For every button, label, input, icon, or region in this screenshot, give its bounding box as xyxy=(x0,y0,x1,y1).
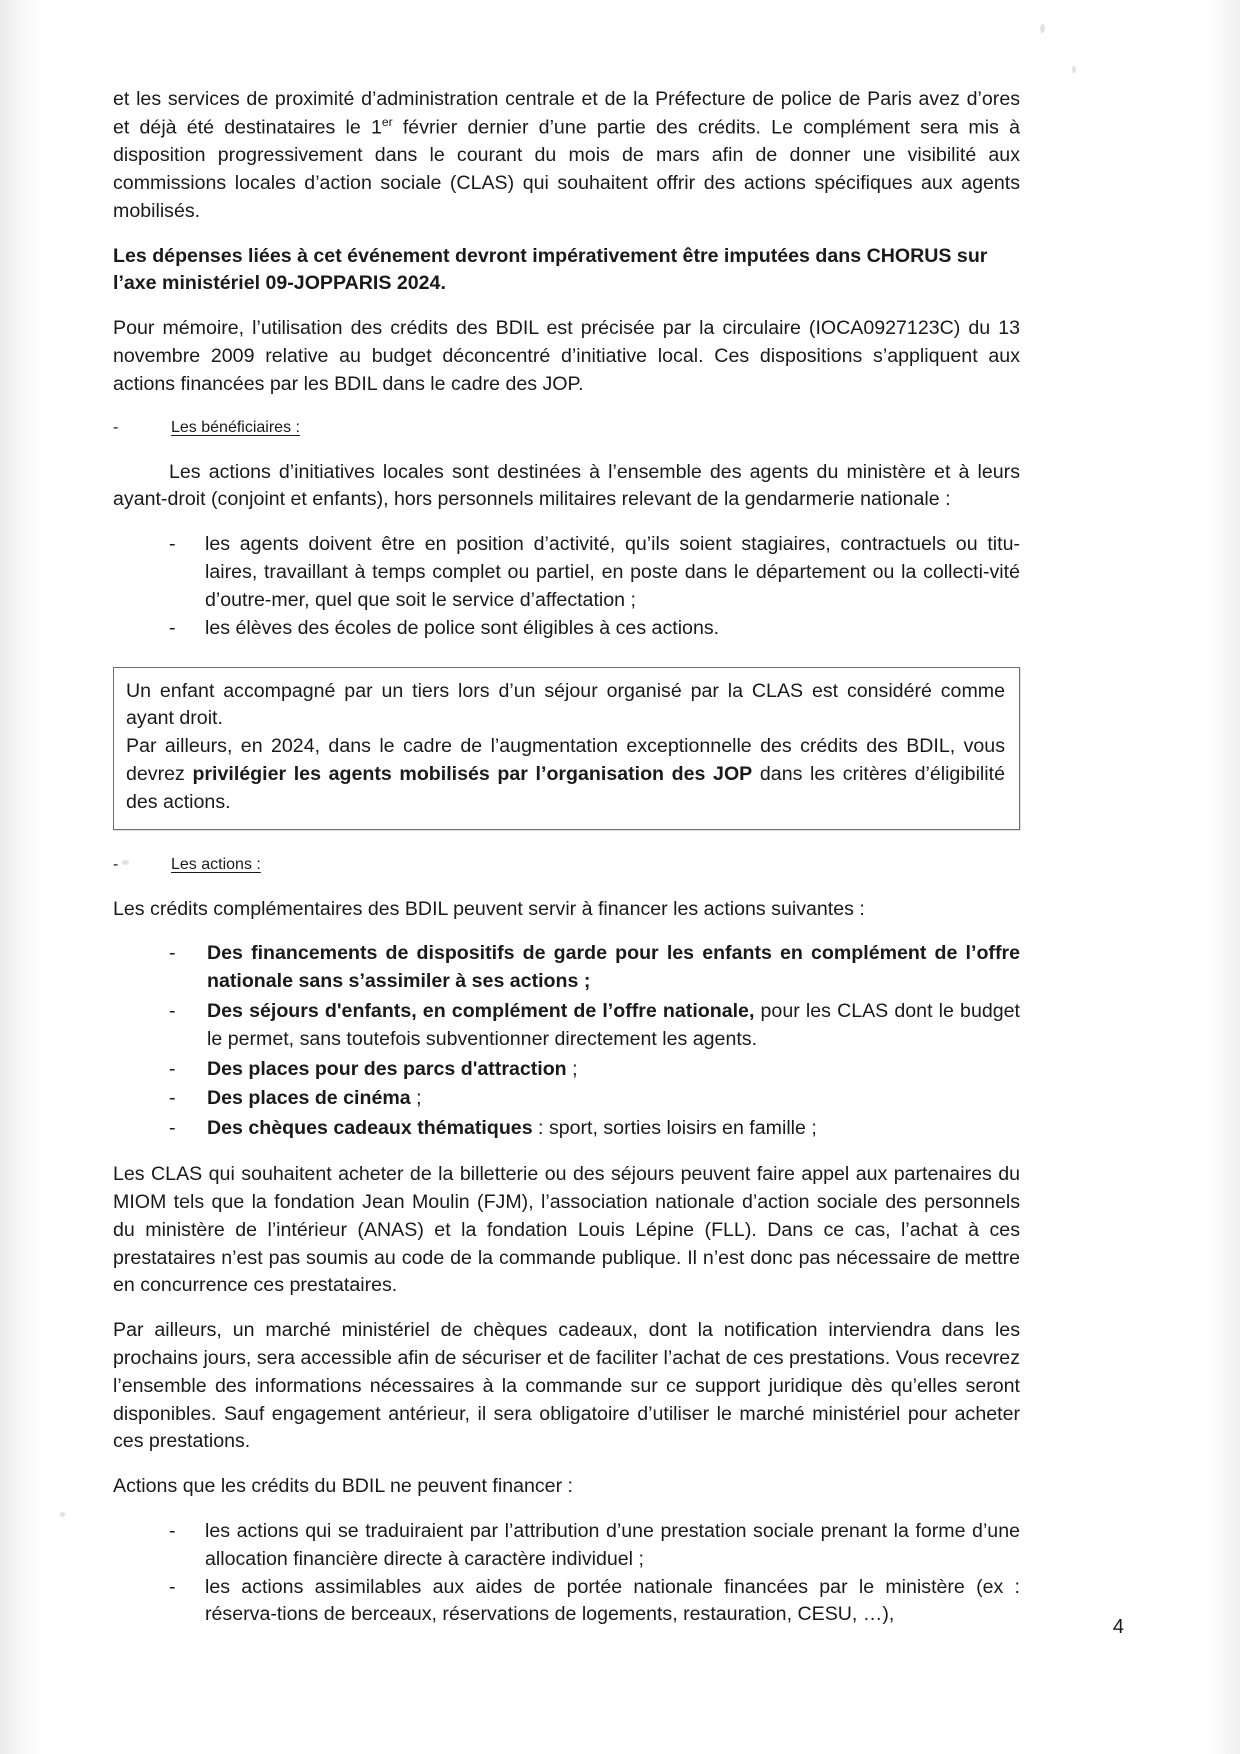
paragraph-marche-ministeriel: Par ailleurs, un marché ministériel de chèques cadeaux, dont la notification interviendra dans les prochains jours, sera accessible afin de sécuriser et de faciliter l’achat de ces prestations. Vous recevrez l’ensemble des informations nécessaires à la commande sur ce support juridique dès qu’elles seront disponibles. Sauf engagement antérieur, il sera obligatoire d’utiliser le marché ministériel pour acheter ces prestations. xyxy=(113,1319,1020,1453)
callout-line-2-pre: Par ailleurs, en 2024, dans le cadre de l’augmentation exceptionnelle des crédits des BDIL, vous devrez xyxy=(126,735,1005,785)
callout-line-1: Un enfant accompagné par un tiers lors d’un séjour organisé par la CLAS est considéré comme ayant droit. xyxy=(126,679,1005,730)
list-item-text xyxy=(207,1085,1020,1113)
intro-line-2-post: février dernier d’une partie des crédits. Le complément sera mis xyxy=(392,116,999,139)
list-item xyxy=(169,1115,1020,1143)
page-number: 4 xyxy=(1112,1616,1124,1638)
scan-edge-left xyxy=(0,0,46,1754)
section-heading-label: Les bénéficiaires : xyxy=(171,418,300,436)
scan-edge-right xyxy=(1210,0,1240,1754)
list-item-bold: Des chèques cadeaux thématiques xyxy=(207,1117,533,1140)
list-item-bold: Des séjours d'enfants, en complément de l’offre nationale, xyxy=(207,1000,755,1023)
list-item-text: les agents doivent être en position d’activité, qu’ils soient stagiaires, contractuels ou titu-laires, travaillant à temps complet ou partiel, en poste dans le département ou la collecti-vité d’outre-mer, quel que soit le service d’affectation ; xyxy=(205,533,1020,611)
intro-line-2-pre: d’ores et déjà été destinataires le 1 xyxy=(113,88,1021,139)
paragraph-bold-notice: Les dépenses liées à cet événement devront impérativement être imputées dans CHORUS sur l’axe ministériel 09-JOPPARIS 2024. xyxy=(113,244,988,295)
list-item-text xyxy=(207,1056,1020,1084)
list-item xyxy=(169,1056,1020,1084)
dash-marker: - xyxy=(169,1087,176,1110)
callout-box xyxy=(113,667,1020,830)
paragraph-non-finance-intro: Actions que les crédits du BDIL ne peuvent financer : xyxy=(113,1475,573,1498)
scan-speckle xyxy=(1040,24,1045,33)
callout-line-2 xyxy=(126,733,1005,816)
scan-speckle xyxy=(1072,66,1076,73)
intro-line-1: et les services de proximité d’administration centrale et de la Préfecture de police de Paris avez xyxy=(113,88,960,110)
dash-marker: - xyxy=(169,1117,176,1140)
dash-marker: - xyxy=(169,1575,176,1598)
callout-line-2-bold: privilégier les agents mobilisés par l’organisation des JOP xyxy=(192,762,753,785)
list-item-text: les actions qui se traduiraient par l’attribution d’une prestation sociale prenant la forme d’une allocation financière directe à caractère individuel ; xyxy=(205,1520,1020,1570)
paragraph-pour-memoire: Pour mémoire, l’utilisation des crédits des BDIL est précisée par la circulaire (IOCA0927123C) du 13 novembre 2009 relative au budget déconcentré d’initiative local. Ces dispositions s’appliquent aux actions financées par les BDIL dans le cadre des JOP. xyxy=(113,317,1020,395)
list-item xyxy=(169,1574,1020,1630)
list-item-plain: : sport, sorties loisirs en famille ; xyxy=(532,1117,817,1140)
list-item-text xyxy=(207,1115,1020,1143)
list-beneficiaires xyxy=(169,531,1020,642)
dash-marker: - xyxy=(113,855,119,873)
paragraph-clas-partenaires: Les CLAS qui souhaitent acheter de la billetterie ou des séjours peuvent faire appel aux partenaires du MIOM tels que la fondation Jean Moulin (FJM), l’association nationale d’action sociale des personnels du ministère de l’intérieur (ANAS) et la fondation Louis Lépine (FLL). Dans ce cas, l’achat à ces prestataires n’est pas soumis au code de la commande publique. Il n’est donc pas nécessaire de mettre en concurrence ces prestataires. xyxy=(113,1163,1020,1297)
list-item xyxy=(169,615,1020,643)
list-item-plain: ; xyxy=(410,1087,422,1110)
dash-marker: - xyxy=(169,942,176,965)
intro-line-3: à disposition progressivement dans le courant du mois de mars afin de donner une visibilité aux xyxy=(113,116,1020,167)
list-item xyxy=(169,1518,1020,1574)
document-body xyxy=(113,86,1020,1629)
section-heading-label: Les actions : xyxy=(171,855,261,873)
intro-line-4: commissions locales d’action sociale (CLAS) qui souhaitent offrir des actions spécifiques aux agents xyxy=(113,171,1020,194)
dash-marker: - xyxy=(169,1520,176,1543)
intro-line-5: mobilisés. xyxy=(113,199,201,222)
list-item-text: les élèves des écoles de police sont éligibles à ces actions. xyxy=(205,616,720,639)
list-item-plain: pour les CLAS dont le budget le permet, sans toutefois subventionner directement les agents. xyxy=(207,1000,1020,1050)
scan-speckle xyxy=(60,1512,65,1517)
list-item-bold: Des places pour des parcs d'attraction xyxy=(207,1057,567,1080)
list-item-text xyxy=(207,998,1020,1054)
list-item xyxy=(169,531,1020,614)
list-item-bold: Des places de cinéma xyxy=(207,1087,411,1110)
paragraph-intro xyxy=(113,86,1020,226)
dash-marker: - xyxy=(169,1057,176,1080)
list-item xyxy=(169,940,1020,996)
dash-marker: - xyxy=(169,1000,176,1023)
section-heading-actions xyxy=(113,856,1020,874)
list-actions xyxy=(169,940,1020,1143)
list-item-text: les actions assimilables aux aides de portée nationale financées par le ministère (ex : réserva-tions de berceaux, réservations de logements, restauration, CESU, …), xyxy=(205,1575,1020,1626)
section-heading-beneficiaires xyxy=(113,419,1020,437)
ordinal-suffix: er xyxy=(381,114,393,129)
list-item-text xyxy=(207,940,1020,996)
callout-line-2-post: dans les critères d’éligibilité des actions. xyxy=(126,762,1005,813)
dash-marker: - xyxy=(169,616,176,639)
list-non-finance xyxy=(169,1518,1020,1629)
list-item-plain: ; xyxy=(566,1057,578,1080)
list-item xyxy=(169,1085,1020,1113)
list-item-bold: Des financements de dispositifs de garde pour les enfants en complément de l’offre nationale sans s’assimiler à ses actions ; xyxy=(207,942,1020,993)
dash-marker: - xyxy=(169,533,176,556)
paragraph-beneficiaires-intro: Les actions d’initiatives locales sont destinées à l’ensemble des agents du ministère et à leurs ayant-droit (conjoint et enfants), hors personnels militaires relevant de la gendarmerie nationale : xyxy=(113,460,1020,511)
list-item xyxy=(169,998,1020,1054)
dash-marker: - xyxy=(113,418,119,436)
paragraph-credits-intro: Les crédits complémentaires des BDIL peuvent servir à financer les actions suivantes : xyxy=(113,897,865,920)
